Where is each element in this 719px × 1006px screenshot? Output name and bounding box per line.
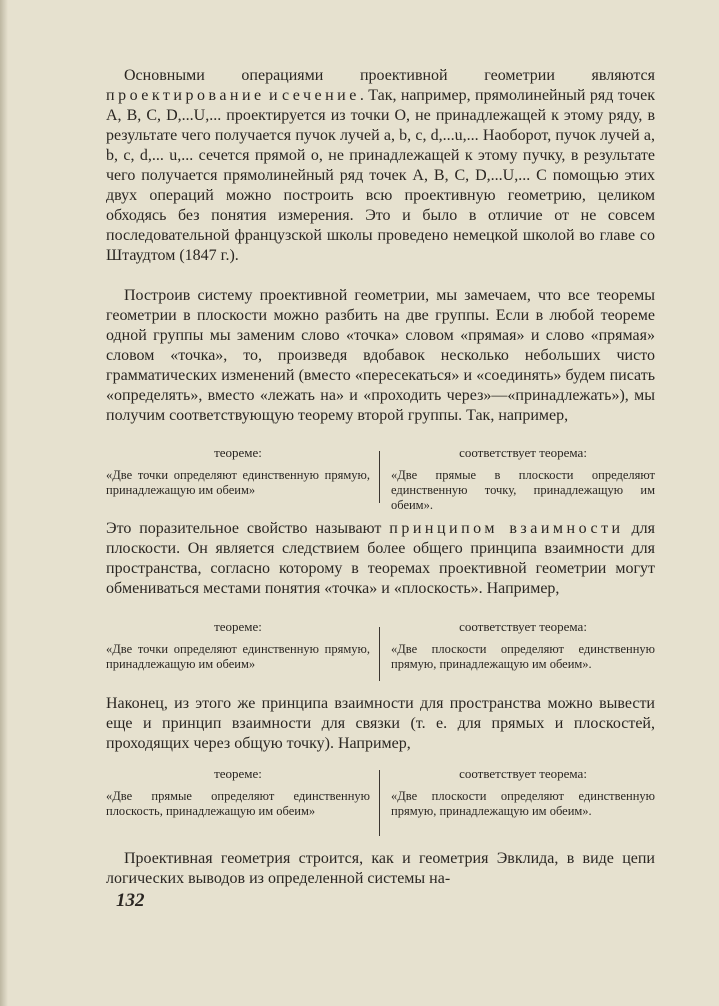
pair2-left — [106, 619, 370, 672]
pair1-left-head: теореме: — [214, 445, 262, 460]
pair1-right — [391, 445, 655, 513]
para1-text-a: Основными операциями проективной геометрии являются — [124, 67, 655, 84]
pair3-left-head: теореме: — [214, 766, 262, 781]
pair1-left — [106, 445, 370, 498]
para4-text: Наконец, из этого же принципа взаимности для пространства можно вывести еще и принцип взаимности для связки (т. е. для прямых и плоскостей, проходящих через общую точку). Например, — [106, 695, 655, 752]
pair2-left-text: «Две точки определяют единственную прямую, принадлежащую им обеим» — [106, 642, 370, 671]
pair1-left-text: «Две точки определяют единственную прямую, принадлежащую им обеим» — [106, 468, 370, 497]
column-divider — [379, 770, 380, 836]
pair1-right-head: соответствует теорема: — [459, 445, 587, 460]
para1-and: и — [264, 87, 282, 104]
column-divider — [379, 627, 380, 681]
para3-text-a: Это поразительное свойство называют — [106, 520, 390, 537]
para3-text-b: для плоскости. Он является следствием более общего принципа взаимности для пространства, согласно которому в теоремах проективной геометрии могут обмениваться местами понятия «точка» и «плоскость». Например, — [106, 520, 655, 597]
pair3-left — [106, 766, 370, 819]
pair2-right — [391, 619, 655, 672]
pair2-left-head: теореме: — [214, 619, 262, 634]
page-edge-shadow — [0, 0, 8, 1006]
pair3-right-head: соответствует теорема: — [459, 766, 587, 781]
pair1-right-text: «Две прямые в плоскости определяют единственную точку, принадлежащую им обеим». — [391, 468, 655, 512]
pair3-right — [391, 766, 655, 819]
paragraph-5 — [106, 849, 655, 889]
paragraph-1 — [106, 66, 655, 266]
pair3-right-text: «Две плоскости определяют единственную прямую, принадлежащую им обеим». — [391, 789, 655, 818]
term-section: сечение — [281, 87, 360, 104]
para2-text: Построив систему проективной геометрии, мы замечаем, что все теоремы геометрии в плоскости можно разбить на две группы. Если в любой теореме одной группы мы заменим слово «точка» словом «прямая» и слово «прямая» словом «точка», то, произведя вдобавок несколько небольших чисто грамматических изменений (вместо «пересекаться» и «соединять» будем писать «определять», вместо «лежать на» и «проходить через»—«принадлежать»), мы получим соответствующую теорему второй группы. Так, например, — [106, 287, 655, 424]
para1-text-b: . Так, например, прямолинейный ряд точек A, B, C, D,...U,... проектируется из точки O, не принадлежащей к этому ряду, в результате чего получается пучок лучей a, b, c, d,...u,... Наоборот, пучок лучей a, b, c, d,... u,... сечется прямой o, не принадлежащей к этому пучку, в результате чего получается прямолинейный ряд точек A, B, C, D,...U,... С помощью этих двух операций можно построить всю проективную геометрию, целиком обходясь без понятия измерения. Это и было в отличие от не совсем последовательной французской школы проведено немецкой школой во главе со Штаудтом (1847 г.). — [106, 87, 656, 264]
term-projection: проектирование — [106, 87, 265, 104]
column-divider — [379, 451, 380, 503]
paragraph-2 — [106, 286, 655, 426]
pair2-right-text: «Две плоскости определяют единственную прямую, принадлежащую им обеим». — [391, 642, 655, 671]
term-reciprocity: принципом взаимности — [389, 520, 624, 537]
pair2-right-head: соответствует теорема: — [459, 619, 587, 634]
paragraph-3 — [106, 519, 655, 599]
para5-text: Проективная геометрия строится, как и геометрия Эвклида, в виде цепи логических выводов из определенной системы на- — [106, 850, 655, 887]
page-number: 132 — [116, 890, 145, 911]
paragraph-4 — [106, 694, 655, 754]
pair3-left-text: «Две прямые определяют единственную плоскость, принадлежащую им обеим» — [106, 789, 370, 818]
